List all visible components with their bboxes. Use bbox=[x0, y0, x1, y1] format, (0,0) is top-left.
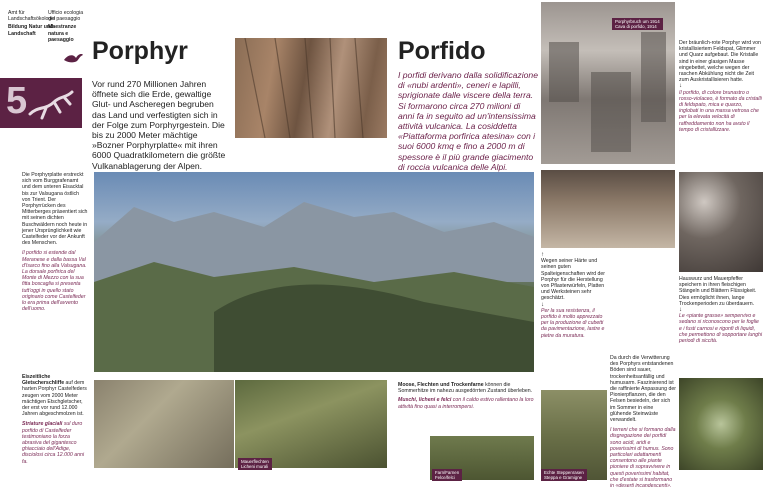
title-de: Porphyr bbox=[92, 37, 188, 65]
steppe-caption: Echte Steppenrasen Steppa e Gramigne bbox=[541, 469, 587, 481]
arrow-up-icon: ↑ bbox=[541, 252, 544, 258]
glacier-text-it: sul duro porfido di Castelfeder testimoniano la forza abrasiva del gigantesco ghiacciaio dell'Adige, disciolosi circa 12.000 anni fa. bbox=[22, 421, 84, 465]
glacier-title-it: Striature glaciali bbox=[22, 421, 63, 428]
office-name-de: Amt für Landschaftsökologie bbox=[8, 10, 56, 23]
left-text-it: Il porfido si estende dal Meranese e dalla bassa Val d'Isarco fino alla Valsugana. La dorsale porfirica del Monte di Mezzo con la sua fitta boscaglia si presenta tutt'oggi in quello stato originario come Castelfeder lo era prima dell'avvento dell'uomo. bbox=[22, 250, 87, 313]
soil-text-de: Da durch die Verwitterung des Porphyrs entstandenen Böden sind sauer, trockenheitsanfällig und humusarm. Faszinierend ist die raffinierte Anpassung der Pionierpflanzen, die den Felsen besiedeln, der sich im Sommer in eine glühende Steinwüste verwandelt. bbox=[610, 355, 676, 424]
quarry-photo-caption: Porphyrbruch um 1914 Cava di porfido, 1914 bbox=[612, 18, 663, 30]
glacier-polish-photo bbox=[94, 380, 234, 468]
use-text-de: Wegen seiner Härte und seinen guten Spalteigenschaften wird der Porphyr für die Herstellung von Pflasterwürfeln, Platten und Werksteinen sehr geschätzt. bbox=[541, 258, 606, 302]
section-number: 5 bbox=[6, 80, 28, 122]
moss-text-block bbox=[398, 382, 536, 410]
crystal-text-block bbox=[679, 40, 763, 133]
office-name-it: Ufficio ecologia del paesaggio bbox=[48, 10, 84, 23]
left-text-block bbox=[22, 172, 88, 312]
lead-text-it: I porfidi derivano dalla solidificazione di «nubi ardenti», ceneri e lapilli, sprigionate dalle viscere della terra. Si formarono circa 270 milioni di anni fa in seguito ad un'intensissima attività vulcanica. La cosiddetta «Piattaforma porfirica atesina» con i suoi 6000 kmq e fino a 2000 m di spessore è il più grande giacimento di roccia vulcanica delle Alpi. bbox=[398, 70, 538, 172]
section-name-it: Maestranze natura e paesaggio bbox=[48, 24, 77, 43]
crystal-closeup-photo bbox=[679, 172, 763, 272]
glacier-text-de: auf dem harten Porphyr Castelfeders zeugen vom 2000 Meter mächtigen Etschgletscher, der erst vor rund 12.000 Jahren abgeschmolzen ist. bbox=[22, 380, 87, 418]
section-number-block bbox=[0, 78, 82, 128]
porphyr-blocks-photo bbox=[541, 170, 675, 248]
office-logo-it bbox=[48, 10, 88, 43]
moss-title-de: Moose, Flechten und Trockenfarne bbox=[398, 382, 484, 388]
sempervivum-photo bbox=[679, 378, 763, 470]
lichen-caption: Mauerflechten Licheni murali bbox=[238, 458, 272, 470]
bird-icon bbox=[62, 48, 84, 75]
use-text-block bbox=[541, 252, 607, 339]
rock-formation-photo bbox=[235, 38, 387, 138]
lichen-photo bbox=[235, 380, 387, 468]
lizard-icon bbox=[26, 84, 78, 124]
left-text-de: Die Porphyrplatte erstreckt sich vom Burggrafenamt und dem unteren Eisacktal bis zur Valsugana östlich von Trient. Der Porphyrrücken des Mitterberges präsentiert sich mit seinen dichten Buschwäldern noch heute in jener Ursprünglichkeit wie Castelfeder vor der Ankunft des Menschen. bbox=[22, 172, 88, 247]
house-plant-text-block bbox=[679, 276, 763, 344]
arrow-down-icon-2: ↓ bbox=[541, 301, 544, 308]
section-name-de: Bildung Natur und Landschaft bbox=[8, 24, 54, 37]
glacier-title-de: Eiszeitliche Gletscherschliffe bbox=[22, 374, 65, 387]
use-text-it: Per la sua resistenza, il porfido è molto apprezzato per la produzione di cubetti da pavimentazione, lastre e pietre da muratura. bbox=[541, 307, 605, 339]
steppe-photo bbox=[541, 390, 607, 480]
crystal-text-it: Il porfido, di colore brunastro o rosso-violaceo, è formato da cristalli di feldspato, mica e quarzo, inglobati in una massa vetrosa che per la elevata velocità di raffreddamento non ha avuto il tempo di cristallizzare. bbox=[679, 89, 762, 133]
lead-text-de: Vor rund 270 Millionen Jahren öffnete sich die Erde, gewaltige Glut- und Ascheregen begruben das Land und verfestigten sich in der Folge zum Porphyrgestein. Die bis zu 2000 Meter mächtige »Bozner Porphyrplatte« mit ihren 6000 Quadratkilometern die größte Vulkanablagerung der Alpen. bbox=[92, 79, 226, 171]
soil-text-it: I terreni che si formano dalla disgregazione dei porfidi sono acidi, aridi e poverissimi di humus. Sono particolari adattamenti consentono alle piante pioniere di sopravvivere in questi poverissimi habitat, che d'estate si trasformano in «deserti incandescenti». bbox=[610, 427, 676, 490]
house-plant-text-it: Le «piante grasse» sempervivo e sedano si riconoscono per le foglie e i fusti carnosi e rigonfi di liquidi, che permettono di sopportare lunghi periodi di siccità. bbox=[679, 313, 763, 345]
moss-text-it: con il caldo estivo rallentano la loro attività fino quasi a interrompersi. bbox=[398, 397, 534, 410]
arrow-down-icon: ↓ bbox=[679, 83, 682, 90]
house-plant-text-de: Hauswurz und Mauerpfeffer speichern in ihren fleischigen Stängeln und Blättern Flüssigkeit. Dies ermöglicht ihnen, lange Trockenperioden zu überdauern. bbox=[679, 276, 757, 307]
moss-text-de: können die Sommerhitze im nahezu ausgedörrten Zustand überleben. bbox=[398, 382, 533, 395]
valley-panorama-photo bbox=[94, 172, 534, 372]
title-it: Porfido bbox=[398, 37, 486, 65]
moss-title-it: Muschi, licheni e felci bbox=[398, 397, 452, 404]
glacier-text-block bbox=[22, 374, 88, 465]
arrow-down-icon-3: ↓ bbox=[679, 307, 682, 314]
soil-text-block bbox=[610, 355, 676, 489]
fern-caption: Farn/Farnen Felce/felci bbox=[432, 469, 462, 481]
crystal-text-de: Der bräunlich-rote Porphyr wird von kristallisiertem Feldspat, Glimmer und Quarz aufgebaut. Die Kristalle sind in einer glasigen Masse eingebettet, welche wegen der raschen Abkühlung nicht die Zeit zum Auskristallisieren hatte. bbox=[679, 40, 761, 84]
